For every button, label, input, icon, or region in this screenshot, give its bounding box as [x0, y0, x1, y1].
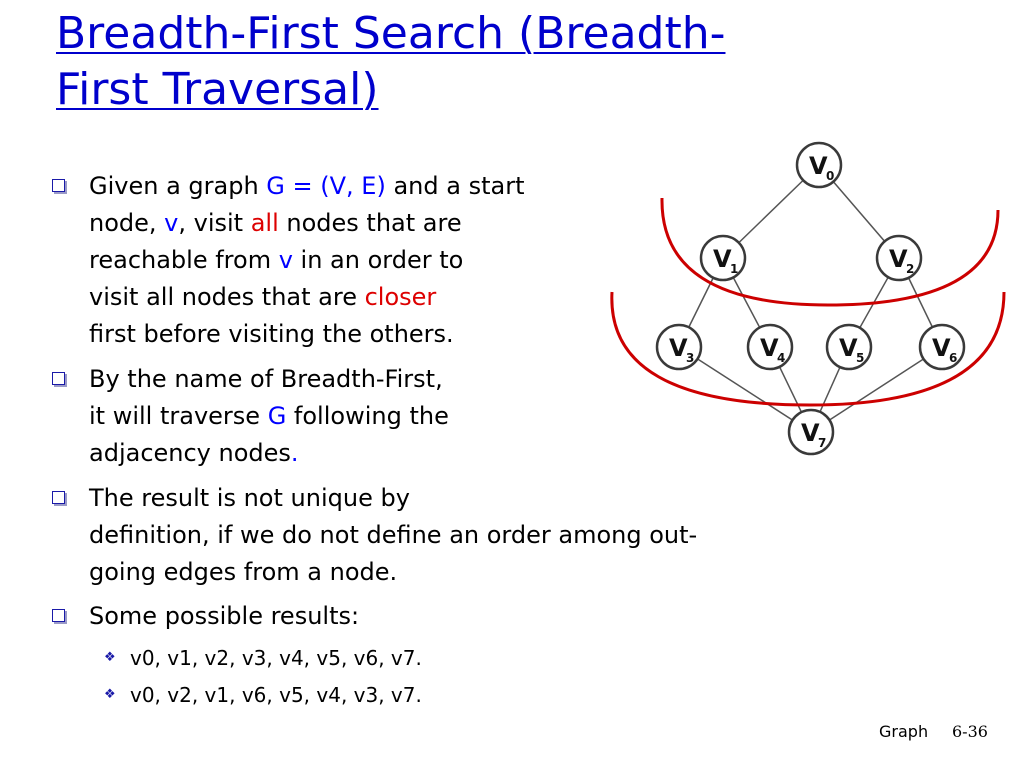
title-line-1: Breadth-First Search (Breadth-: [56, 8, 726, 59]
bullet-1-line-2: node, v, visit all nodes that are: [89, 209, 462, 237]
diamond-bullet-icon: ❖: [104, 650, 116, 665]
slide-title: [56, 6, 956, 118]
node-v2: [877, 236, 921, 280]
bullet-box-icon: [52, 372, 65, 385]
footer-label: Graph: [879, 722, 929, 741]
svg-text:V: V: [669, 334, 688, 362]
svg-text:7: 7: [818, 436, 827, 450]
bullet-2-line-2: it will traverse G following the: [89, 402, 449, 430]
sub-bullet-1: v0, v1, v2, v3, v4, v5, v6, v7.: [130, 646, 422, 670]
svg-text:5: 5: [856, 351, 865, 365]
svg-text:4: 4: [777, 351, 786, 365]
svg-text:6: 6: [949, 351, 958, 365]
svg-text:2: 2: [906, 262, 915, 276]
node-v6: [920, 325, 964, 369]
bullet-3-line-1: The result is not unique by: [89, 484, 410, 512]
node-v4: [748, 325, 792, 369]
svg-text:V: V: [760, 334, 779, 362]
bullet-1-line-4: visit all nodes that are closer: [89, 283, 437, 311]
svg-text:0: 0: [826, 169, 835, 183]
bullet-3-line-2: definition, if we do not define an order among out-: [89, 521, 698, 549]
node-v3: [657, 325, 701, 369]
bullet-2-line-1: By the name of Breadth-First,: [89, 365, 443, 393]
svg-text:V: V: [713, 245, 732, 273]
diamond-bullet-icon: ❖: [104, 687, 116, 702]
title-line-2: First Traversal): [56, 64, 379, 115]
svg-text:V: V: [932, 334, 951, 362]
bfs-graph-diagram: [600, 130, 1010, 470]
node-v7: [789, 410, 833, 454]
svg-text:V: V: [801, 419, 820, 447]
svg-text:V: V: [839, 334, 858, 362]
svg-text:3: 3: [686, 351, 695, 365]
node-v0: [797, 143, 841, 187]
svg-text:1: 1: [730, 262, 739, 276]
bullet-box-icon: [52, 179, 65, 192]
sub-bullet-2: v0, v2, v1, v6, v5, v4, v3, v7.: [130, 683, 422, 707]
node-v5: [827, 325, 871, 369]
page-number: 6-36: [952, 722, 988, 741]
bullet-2-line-3: adjacency nodes.: [89, 439, 299, 467]
bullet-3-line-3: going edges from a node.: [89, 558, 398, 586]
bullet-4-line-1: Some possible results:: [89, 602, 360, 630]
bullet-1-line-5: first before visiting the others.: [89, 320, 454, 348]
svg-text:V: V: [889, 245, 908, 273]
bullet-box-icon: [52, 491, 65, 504]
svg-text:V: V: [809, 152, 828, 180]
bullet-1-line-1: Given a graph G = (V, E) and a start: [89, 172, 525, 200]
bullet-1-line-3: reachable from v in an order to: [89, 246, 464, 274]
bullet-box-icon: [52, 609, 65, 622]
node-v1: [701, 236, 745, 280]
graph-notation: G = (V, E): [266, 172, 386, 200]
